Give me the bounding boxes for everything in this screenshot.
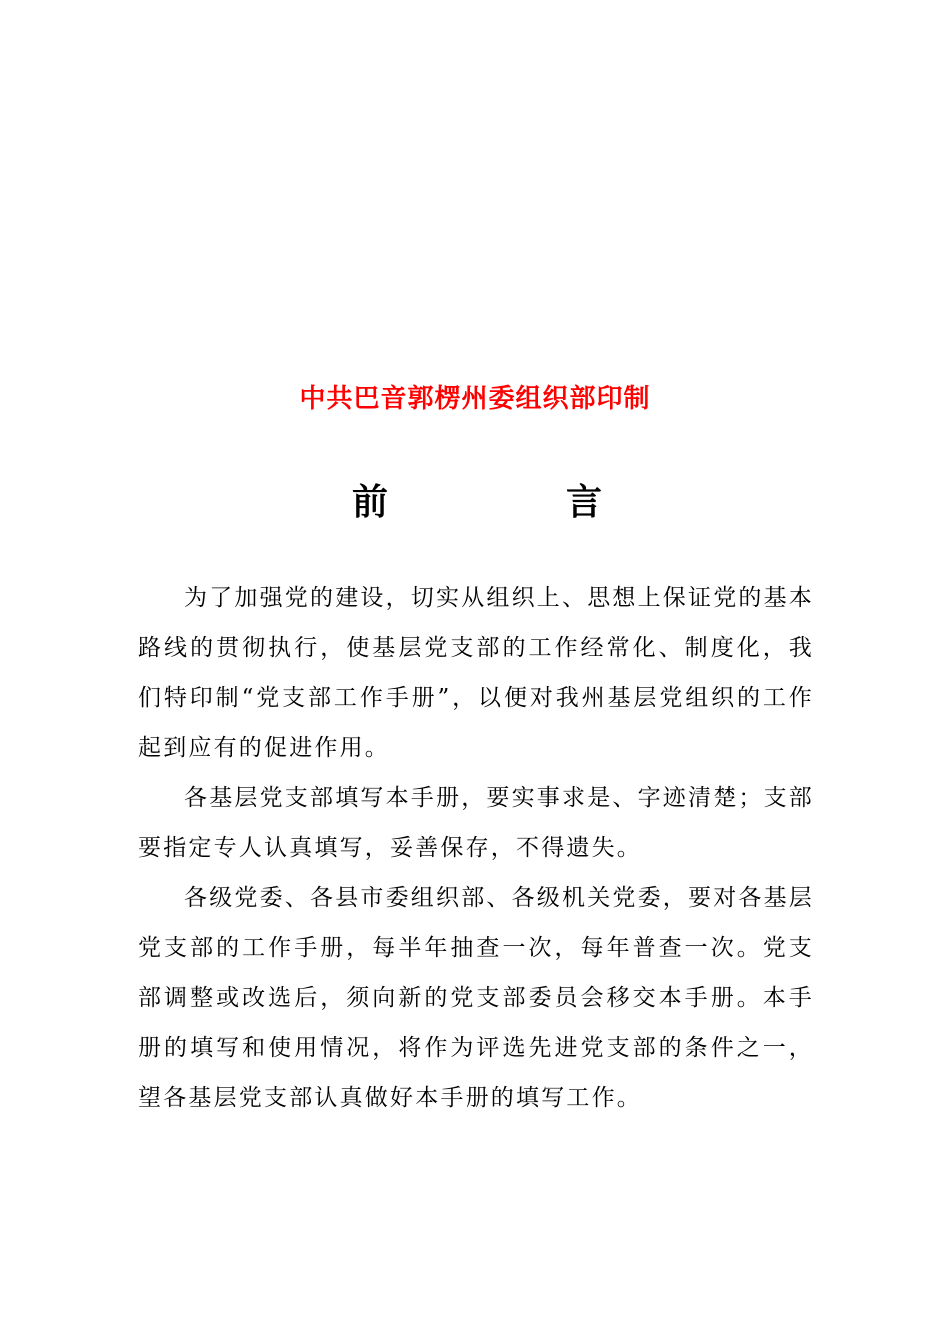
preface-paragraph-2: 各基层党支部填写本手册，要实事求是、字迹清楚；支部要指定专人认真填写，妥善保存，不得遗失。: [138, 785, 814, 861]
preface-heading: [352, 474, 602, 525]
preface-paragraph-3: 各级党委、各县市委组织部、各级机关党委，要对各基层党支部的工作手册，每半年抽查一次，每年普查一次。党支部调整或改选后，须向新的党支部委员会移交本手册。本手册的填写和使用情况，将作为评选先进党支部的条件之一，望各基层党支部认真做好本手册的填写工作。: [138, 885, 814, 1111]
preface-heading-char-2: 言: [565, 482, 602, 523]
preface-heading-char-1: 前: [352, 482, 389, 523]
publisher-line: 中共巴音郭楞州委组织部印制: [299, 384, 651, 414]
preface-paragraph-1: 为了加强党的建设，切实从组织上、思想上保证党的基本路线的贯彻执行，使基层党支部的工作经常化、制度化，我们特印制“党支部工作手册”，以便对我州基层党组织的工作起到应有的促进作用。: [138, 585, 814, 761]
preface-body: [138, 573, 814, 1123]
